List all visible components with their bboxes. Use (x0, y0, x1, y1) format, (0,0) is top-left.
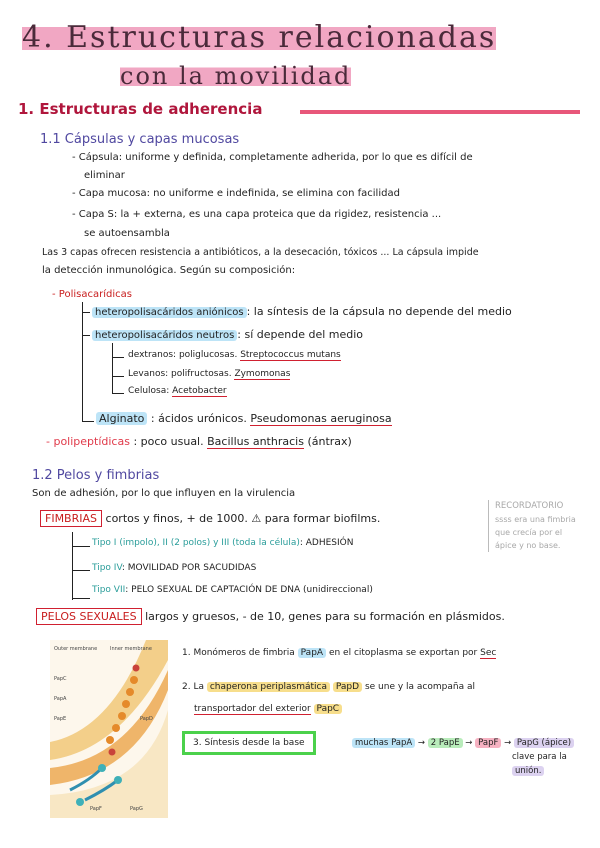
tipo-1-desc: : ADHESIÓN (299, 538, 354, 548)
tree-branch (82, 335, 90, 336)
pili-assembly-figure (50, 640, 168, 818)
hetero-anionicos-term: heteropolisacáridos aniónicos (92, 307, 247, 318)
step-2-chaperone: chaperona periplasmática (207, 682, 330, 692)
step-3-note-cont (512, 766, 544, 776)
step-2 (182, 682, 475, 692)
tipo-1-label: Tipo I (impolo), II (2 polos) y III (toda la célula) (92, 538, 300, 548)
step-3-note-union: unión. (512, 766, 544, 776)
step-3-papa: muchas PapA (352, 738, 415, 748)
bullet-capa-s-cont: se autoensambla (84, 228, 170, 239)
bullet-capsula-cont: eliminar (84, 170, 125, 181)
dextranos (128, 350, 341, 360)
tree-branch (82, 421, 94, 422)
fimbrias-line (40, 512, 380, 525)
fimbria-tipo-1 (92, 538, 353, 548)
reminder-line: ápice y no base. (495, 541, 561, 550)
figure-label: PapG (130, 806, 143, 812)
dextranos-desc: dextranos: poliglucosas. (128, 350, 238, 360)
step-3-papg: PapG (ápice) (514, 738, 574, 748)
step-2-cont (194, 704, 342, 714)
step-3-note: clave para la (512, 752, 567, 762)
step-2-papd: PapD (333, 682, 362, 692)
alginato-term: Alginato (96, 412, 147, 425)
pelos-sexuales-label: PELOS SEXUALES (36, 608, 142, 625)
figure-label: Inner membrane (110, 646, 152, 652)
tree-branch (72, 570, 90, 571)
reminder-note (488, 500, 576, 552)
step-2-papc: PapC (314, 704, 343, 714)
tree-branch (112, 393, 124, 394)
subsection-heading-2: 1.2 Pelos y fimbrias (32, 468, 160, 483)
step-2-text: 2. La (182, 682, 204, 692)
step-1-text-cont: en el citoplasma se exportan por (328, 648, 478, 658)
paragraph-cont: la detección inmunológica. Según su composición: (42, 265, 296, 276)
tree-branch (112, 376, 124, 377)
figure-label: PapA (54, 696, 67, 702)
hetero-neutros-desc: : sí depende del medio (237, 328, 364, 341)
section-heading: 1. Estructuras de adherencia (18, 100, 263, 118)
reminder-line: ssss era una fimbria (495, 515, 576, 524)
celulosa-desc: Celulosa: (128, 386, 170, 396)
fimbria-tipo-4 (92, 563, 256, 573)
bullet-capa-s: - Capa S: la + externa, es una capa proteica que da rigidez, resistencia ... (72, 209, 442, 220)
hetero-anionicos (92, 305, 512, 318)
polipeptidicas-desc: : poco usual. (133, 435, 204, 448)
figure-label: PapF (90, 806, 102, 812)
tipo-4-label: Tipo IV (92, 563, 122, 573)
figure-label: Outer membrane (54, 646, 98, 652)
tipo-4-desc: : MOVILIDAD POR SACUDIDAS (121, 563, 257, 573)
step-1-papa: PapA (298, 648, 326, 658)
figure-label: PapC (54, 676, 67, 682)
bullet-capsula: - Cápsula: uniforme y definida, completamente adherida, por lo que es difícil de (72, 152, 473, 163)
tipo-7-label: Tipo VII (92, 585, 126, 595)
polipeptidicas-label: - polipeptídicas (46, 435, 130, 448)
levanos (128, 369, 290, 379)
step-2-transporter: transportador del exterior (194, 704, 311, 714)
polipeptidicas-example: Bacillus anthracis (207, 435, 304, 448)
celulosa (128, 386, 227, 396)
step-2-text-cont: se une y la acompaña al (364, 682, 475, 692)
tree-branch (112, 357, 124, 358)
step-1 (182, 648, 496, 658)
heading-rule (300, 110, 580, 114)
step-3-pape: 2 PapE (428, 738, 463, 748)
pili-assembly-illustration (50, 640, 168, 818)
dextranos-example: Streptococcus mutans (240, 350, 341, 360)
reminder-title: RECORDATORIO (495, 501, 564, 511)
tipo-7-desc: : PELO SEXUAL DE CAPTACIÓN DE DNA (unidireccional) (125, 585, 373, 595)
tree-line (72, 532, 73, 600)
step-1-text: 1. Monómeros de fimbria (182, 648, 295, 658)
step-1-sec: Sec (480, 648, 497, 658)
hetero-anionicos-desc: : la síntesis de la cápsula no depende del medio (246, 305, 512, 318)
levanos-example: Zymomonas (234, 369, 291, 379)
step-3-label: 3. Síntesis desde la base (182, 731, 316, 755)
tree-branch (72, 546, 90, 547)
alginato-desc: : ácidos urónicos. (150, 412, 247, 425)
step-3 (182, 738, 316, 748)
tree-line (82, 302, 83, 422)
pelos-sexuales-line (36, 610, 505, 623)
fimbrias-desc: cortos y finos, + de 1000. ⚠ para formar biofilms. (105, 512, 381, 525)
reminder-line: que crecía por el (495, 528, 563, 537)
figure-label: PapE (54, 716, 67, 722)
levanos-desc: Levanos: polifructosas. (128, 369, 232, 379)
alginato-example: Pseudomonas aeruginosa (250, 412, 392, 425)
page-title: 4. Estructuras relacionadas (22, 20, 497, 55)
polisacaridicas-label: - Polisacarídicas (52, 289, 132, 300)
pelos-intro: Son de adhesión, por lo que influyen en la virulencia (32, 488, 296, 499)
tree-line (112, 343, 113, 393)
paragraph: Las 3 capas ofrecen resistencia a antibióticos, a la desecación, tóxicos ... La cápsula impide (42, 247, 479, 258)
figure-label: PapD (140, 716, 153, 722)
alginato (96, 412, 392, 425)
hetero-neutros (92, 328, 363, 341)
subsection-heading: 1.1 Cápsulas y capas mucosas (40, 132, 240, 147)
tree-branch (72, 598, 90, 599)
step-3-sequence: muchas PapA → 2 PapE → PapF → PapG (ápice) (352, 738, 574, 748)
fimbrias-label: FIMBRIAS (40, 510, 102, 527)
tree-branch (82, 312, 90, 313)
polipeptidicas-note: (ántrax) (307, 435, 352, 448)
hetero-neutros-term: heteropolisacáridos neutros (92, 330, 237, 341)
polipeptidicas (46, 435, 352, 448)
bullet-capa-mucosa: - Capa mucosa: no uniforme e indefinida, se elimina con facilidad (72, 188, 400, 199)
celulosa-example: Acetobacter (172, 386, 227, 396)
pelos-sexuales-desc: largos y gruesos, - de 10, genes para su formación en plásmidos. (145, 610, 505, 623)
fimbria-tipo-7 (92, 585, 373, 595)
page-title-line2: con la movilidad (120, 62, 352, 90)
step-3-papf: PapF (475, 738, 501, 748)
